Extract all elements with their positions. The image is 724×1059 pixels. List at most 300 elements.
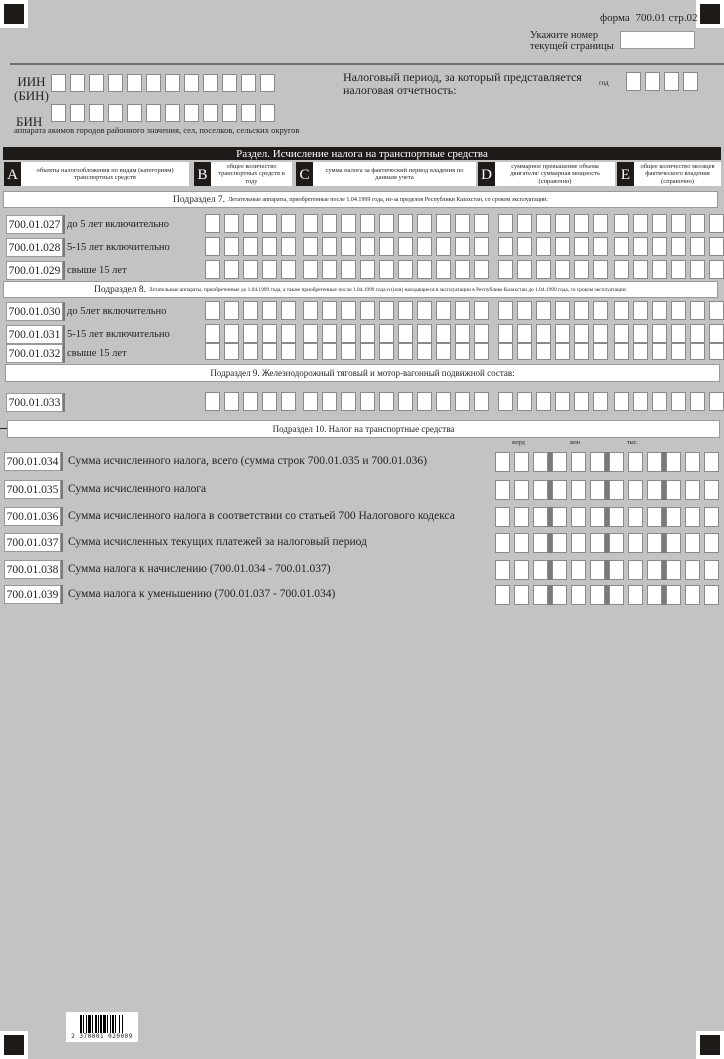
amount-digit-box[interactable]: [666, 560, 681, 580]
amount-digit-box[interactable]: [609, 585, 624, 605]
bin-digit-box[interactable]: [184, 104, 199, 122]
amount-digit-box[interactable]: [590, 452, 605, 472]
value-digit-box[interactable]: [455, 324, 470, 343]
value-digit-box[interactable]: [709, 343, 724, 360]
amount-digit-box[interactable]: [533, 585, 548, 605]
value-digit-box[interactable]: [474, 237, 489, 256]
value-digit-box[interactable]: [303, 324, 318, 343]
value-digit-box[interactable]: [455, 260, 470, 279]
value-digit-box[interactable]: [303, 237, 318, 256]
amount-digit-box[interactable]: [590, 585, 605, 605]
value-digit-box[interactable]: [360, 301, 375, 320]
value-digit-box[interactable]: [593, 324, 608, 343]
value-digit-box[interactable]: [593, 237, 608, 256]
value-digit-box[interactable]: [341, 260, 356, 279]
value-digit-box[interactable]: [436, 237, 451, 256]
amount-digit-box[interactable]: [552, 560, 567, 580]
amount-digit-box[interactable]: [704, 560, 719, 580]
value-digit-box[interactable]: [341, 343, 356, 360]
value-digit-box[interactable]: [709, 260, 724, 279]
amount-digit-box[interactable]: [552, 480, 567, 500]
value-digit-box[interactable]: [455, 392, 470, 411]
value-digit-box[interactable]: [205, 237, 220, 256]
amount-digit-box[interactable]: [647, 452, 662, 472]
value-digit-box[interactable]: [593, 343, 608, 360]
amount-digit-box[interactable]: [495, 480, 510, 500]
value-digit-box[interactable]: [322, 392, 337, 411]
value-digit-box[interactable]: [436, 392, 451, 411]
value-digit-box[interactable]: [398, 301, 413, 320]
value-digit-box[interactable]: [281, 392, 296, 411]
value-digit-box[interactable]: [517, 260, 532, 279]
value-digit-box[interactable]: [536, 260, 551, 279]
value-digit-box[interactable]: [709, 214, 724, 233]
value-digit-box[interactable]: [671, 260, 686, 279]
value-digit-box[interactable]: [474, 343, 489, 360]
value-digit-box[interactable]: [517, 343, 532, 360]
value-digit-box[interactable]: [379, 260, 394, 279]
value-digit-box[interactable]: [379, 324, 394, 343]
value-digit-box[interactable]: [709, 301, 724, 320]
amount-digit-box[interactable]: [666, 507, 681, 527]
digit-group-separator: [605, 533, 609, 553]
value-digit-box[interactable]: [341, 392, 356, 411]
value-digit-box[interactable]: [536, 214, 551, 233]
value-digit-box[interactable]: [709, 392, 724, 411]
value-digit-box[interactable]: [652, 392, 667, 411]
value-digit-box[interactable]: [322, 324, 337, 343]
value-digit-box[interactable]: [398, 260, 413, 279]
bin-digit-box[interactable]: [260, 104, 275, 122]
year-digit-box[interactable]: [664, 72, 679, 91]
value-digit-box[interactable]: [281, 301, 296, 320]
amount-digit-box[interactable]: [666, 452, 681, 472]
value-digit-box[interactable]: [398, 324, 413, 343]
bin-digit-box[interactable]: [222, 104, 237, 122]
value-digit-box[interactable]: [574, 260, 589, 279]
value-digit-box[interactable]: [671, 214, 686, 233]
value-digit-box[interactable]: [243, 260, 258, 279]
value-digit-box[interactable]: [398, 214, 413, 233]
value-digit-box[interactable]: [262, 324, 277, 343]
value-digit-box[interactable]: [455, 214, 470, 233]
value-digit-box[interactable]: [243, 214, 258, 233]
value-digit-box[interactable]: [379, 301, 394, 320]
value-digit-box[interactable]: [262, 343, 277, 360]
value-digit-box[interactable]: [379, 392, 394, 411]
iin-digit-box[interactable]: [146, 74, 161, 92]
value-digit-box[interactable]: [614, 214, 629, 233]
value-digit-box[interactable]: [205, 260, 220, 279]
amount-digit-box[interactable]: [590, 533, 605, 553]
page-prompt: Укажите номер текущей страницы: [530, 30, 614, 53]
value-digit-box[interactable]: [455, 301, 470, 320]
value-digit-box[interactable]: [498, 237, 513, 256]
value-digit-box[interactable]: [360, 324, 375, 343]
value-digit-box[interactable]: [281, 237, 296, 256]
value-digit-box[interactable]: [243, 324, 258, 343]
amount-digit-box[interactable]: [552, 533, 567, 553]
amount-digit-box[interactable]: [609, 533, 624, 553]
value-digit-box[interactable]: [671, 324, 686, 343]
amount-digit-box[interactable]: [628, 452, 643, 472]
value-digit-box[interactable]: [517, 392, 532, 411]
amount-digit-box[interactable]: [685, 507, 700, 527]
amount-digit-box[interactable]: [571, 533, 586, 553]
value-digit-box[interactable]: [303, 214, 318, 233]
amount-digit-box[interactable]: [533, 480, 548, 500]
value-digit-box[interactable]: [498, 214, 513, 233]
digit-group-separator: [662, 507, 666, 527]
row-label: Сумма исчисленных текущих платежей за налоговый период: [68, 536, 367, 548]
value-digit-box[interactable]: [262, 392, 277, 411]
value-digit-box[interactable]: [398, 237, 413, 256]
value-digit-box[interactable]: [555, 260, 570, 279]
amount-digit-box[interactable]: [647, 507, 662, 527]
value-digit-box[interactable]: [633, 237, 648, 256]
value-digit-box[interactable]: [574, 324, 589, 343]
value-digit-box[interactable]: [205, 214, 220, 233]
value-digit-box[interactable]: [360, 260, 375, 279]
amount-digit-box[interactable]: [628, 560, 643, 580]
value-digit-box[interactable]: [243, 392, 258, 411]
value-digit-box[interactable]: [303, 260, 318, 279]
bin-digit-box[interactable]: [89, 104, 104, 122]
value-digit-box[interactable]: [652, 343, 667, 360]
value-digit-box[interactable]: [436, 343, 451, 360]
value-digit-box[interactable]: [436, 260, 451, 279]
value-digit-box[interactable]: [322, 237, 337, 256]
value-digit-box[interactable]: [417, 237, 432, 256]
value-digit-box[interactable]: [224, 237, 239, 256]
amount-digit-box[interactable]: [495, 452, 510, 472]
value-digit-box[interactable]: [474, 301, 489, 320]
value-digit-box[interactable]: [341, 214, 356, 233]
value-digit-box[interactable]: [633, 214, 648, 233]
amount-digit-box[interactable]: [685, 585, 700, 605]
value-digit-box[interactable]: [436, 301, 451, 320]
value-digit-box[interactable]: [281, 214, 296, 233]
value-digit-box[interactable]: [360, 237, 375, 256]
value-digit-box[interactable]: [614, 301, 629, 320]
bin-digit-box[interactable]: [146, 104, 161, 122]
value-digit-box[interactable]: [322, 214, 337, 233]
iin-digit-box[interactable]: [70, 74, 85, 92]
value-digit-box[interactable]: [224, 260, 239, 279]
amount-digit-box[interactable]: [514, 480, 529, 500]
iin-digit-box[interactable]: [108, 74, 123, 92]
amount-digit-box[interactable]: [533, 560, 548, 580]
value-digit-box[interactable]: [498, 324, 513, 343]
amount-digit-box[interactable]: [685, 452, 700, 472]
value-digit-box[interactable]: [224, 214, 239, 233]
value-digit-box[interactable]: [555, 237, 570, 256]
amount-digit-box[interactable]: [609, 480, 624, 500]
value-digit-box[interactable]: [281, 343, 296, 360]
value-digit-box[interactable]: [593, 392, 608, 411]
value-digit-box[interactable]: [574, 237, 589, 256]
amount-digit-box[interactable]: [514, 560, 529, 580]
value-digit-box[interactable]: [262, 214, 277, 233]
amount-digit-box[interactable]: [533, 507, 548, 527]
value-digit-box[interactable]: [555, 392, 570, 411]
value-digit-box[interactable]: [205, 392, 220, 411]
amount-digit-box[interactable]: [571, 507, 586, 527]
amount-digit-box[interactable]: [514, 533, 529, 553]
value-digit-box[interactable]: [517, 237, 532, 256]
value-digit-box[interactable]: [498, 343, 513, 360]
value-digit-box[interactable]: [652, 260, 667, 279]
value-digit-box[interactable]: [574, 343, 589, 360]
value-digit-box[interactable]: [341, 301, 356, 320]
value-digit-box[interactable]: [262, 260, 277, 279]
amount-digit-box[interactable]: [571, 452, 586, 472]
amount-digit-box[interactable]: [685, 560, 700, 580]
iin-digit-box[interactable]: [89, 74, 104, 92]
amount-digit-box[interactable]: [495, 585, 510, 605]
value-digit-box[interactable]: [398, 343, 413, 360]
value-digit-box[interactable]: [474, 214, 489, 233]
value-digit-box[interactable]: [303, 343, 318, 360]
amount-digit-box[interactable]: [571, 585, 586, 605]
year-digit-box[interactable]: [626, 72, 641, 91]
amount-digit-box[interactable]: [514, 585, 529, 605]
amount-digit-box[interactable]: [495, 533, 510, 553]
amount-digit-box[interactable]: [685, 480, 700, 500]
amount-digit-box[interactable]: [590, 480, 605, 500]
value-digit-box[interactable]: [614, 237, 629, 256]
value-digit-box[interactable]: [690, 392, 705, 411]
value-digit-box[interactable]: [205, 343, 220, 360]
iin-digit-box[interactable]: [260, 74, 275, 92]
value-digit-box[interactable]: [574, 392, 589, 411]
amount-digit-box[interactable]: [704, 507, 719, 527]
amount-digit-box[interactable]: [628, 480, 643, 500]
iin-digit-box[interactable]: [203, 74, 218, 92]
value-digit-box[interactable]: [574, 214, 589, 233]
value-digit-box[interactable]: [709, 324, 724, 343]
iin-digit-box[interactable]: [222, 74, 237, 92]
amount-digit-box[interactable]: [590, 560, 605, 580]
value-digit-box[interactable]: [652, 324, 667, 343]
value-digit-box[interactable]: [224, 343, 239, 360]
amount-digit-box[interactable]: [514, 452, 529, 472]
value-digit-box[interactable]: [498, 260, 513, 279]
value-digit-box[interactable]: [690, 324, 705, 343]
amount-digit-box[interactable]: [609, 452, 624, 472]
value-digit-box[interactable]: [379, 343, 394, 360]
value-digit-box[interactable]: [417, 301, 432, 320]
value-digit-box[interactable]: [536, 343, 551, 360]
amount-digit-box[interactable]: [685, 533, 700, 553]
value-digit-box[interactable]: [536, 392, 551, 411]
value-digit-box[interactable]: [536, 237, 551, 256]
value-digit-box[interactable]: [498, 301, 513, 320]
value-digit-box[interactable]: [690, 214, 705, 233]
value-digit-box[interactable]: [224, 392, 239, 411]
value-digit-box[interactable]: [243, 343, 258, 360]
amount-digit-box[interactable]: [495, 560, 510, 580]
value-digit-box[interactable]: [341, 237, 356, 256]
value-digit-box[interactable]: [417, 392, 432, 411]
bin-digit-box[interactable]: [241, 104, 256, 122]
value-digit-box[interactable]: [205, 301, 220, 320]
amount-digit-box[interactable]: [628, 533, 643, 553]
value-digit-box[interactable]: [455, 343, 470, 360]
value-digit-box[interactable]: [281, 260, 296, 279]
amount-digit-box[interactable]: [704, 585, 719, 605]
value-digit-box[interactable]: [379, 214, 394, 233]
amount-digit-box[interactable]: [533, 533, 548, 553]
value-digit-box[interactable]: [281, 324, 296, 343]
iin-digit-box[interactable]: [241, 74, 256, 92]
value-digit-box[interactable]: [262, 301, 277, 320]
value-digit-box[interactable]: [652, 301, 667, 320]
value-digit-box[interactable]: [360, 214, 375, 233]
bin-digit-box[interactable]: [203, 104, 218, 122]
value-digit-box[interactable]: [709, 237, 724, 256]
value-digit-box[interactable]: [614, 392, 629, 411]
amount-digit-box[interactable]: [571, 560, 586, 580]
amount-digit-box[interactable]: [552, 585, 567, 605]
bin-digit-box[interactable]: [165, 104, 180, 122]
value-digit-box[interactable]: [690, 343, 705, 360]
amount-digit-box[interactable]: [704, 480, 719, 500]
amount-digit-box[interactable]: [628, 585, 643, 605]
value-digit-box[interactable]: [417, 324, 432, 343]
value-digit-box[interactable]: [474, 260, 489, 279]
value-digit-box[interactable]: [303, 301, 318, 320]
bin-digit-box[interactable]: [70, 104, 85, 122]
value-digit-box[interactable]: [614, 343, 629, 360]
row-label: Сумма исчисленного налога в соответствии со статьей 700 Налогового кодекса: [68, 510, 455, 522]
iin-digit-box[interactable]: [127, 74, 142, 92]
row-code: 700.01.029: [6, 261, 63, 280]
row-code: 700.01.039: [4, 585, 61, 604]
row-label: до 5лет включительно: [67, 306, 167, 317]
subsection-9-header: Подраздел 9. Железнодорожный тяговый и мотор-вагонный подвижной состав:: [5, 364, 720, 382]
amount-digit-box[interactable]: [609, 560, 624, 580]
value-digit-box[interactable]: [205, 324, 220, 343]
value-digit-box[interactable]: [555, 343, 570, 360]
value-digit-box[interactable]: [224, 324, 239, 343]
amount-digit-box[interactable]: [552, 452, 567, 472]
value-digit-box[interactable]: [262, 237, 277, 256]
amount-digit-box[interactable]: [533, 452, 548, 472]
column-letter: C: [296, 162, 313, 186]
value-digit-box[interactable]: [417, 260, 432, 279]
value-digit-box[interactable]: [536, 301, 551, 320]
year-digit-box[interactable]: [645, 72, 660, 91]
value-digit-box[interactable]: [417, 343, 432, 360]
amount-digit-box[interactable]: [590, 507, 605, 527]
value-digit-box[interactable]: [436, 214, 451, 233]
value-digit-box[interactable]: [690, 237, 705, 256]
value-digit-box[interactable]: [555, 214, 570, 233]
value-digit-box[interactable]: [633, 392, 648, 411]
value-digit-box[interactable]: [671, 237, 686, 256]
amount-digit-box[interactable]: [609, 507, 624, 527]
value-digit-box[interactable]: [322, 343, 337, 360]
value-digit-box[interactable]: [322, 301, 337, 320]
value-digit-box[interactable]: [555, 324, 570, 343]
iin-digit-box[interactable]: [51, 74, 66, 92]
value-digit-box[interactable]: [614, 260, 629, 279]
amount-digit-box[interactable]: [666, 533, 681, 553]
bin-digit-box[interactable]: [108, 104, 123, 122]
value-digit-box[interactable]: [593, 260, 608, 279]
amount-digit-box[interactable]: [495, 507, 510, 527]
amount-digit-box[interactable]: [571, 480, 586, 500]
amount-digit-box[interactable]: [704, 533, 719, 553]
amount-digit-box[interactable]: [666, 585, 681, 605]
iin-digit-box[interactable]: [184, 74, 199, 92]
value-digit-box[interactable]: [417, 214, 432, 233]
value-digit-box[interactable]: [555, 301, 570, 320]
amount-digit-box[interactable]: [514, 507, 529, 527]
amount-digit-box[interactable]: [647, 560, 662, 580]
year-digit-box[interactable]: [683, 72, 698, 91]
bin-digit-box[interactable]: [127, 104, 142, 122]
iin-digit-box[interactable]: [165, 74, 180, 92]
value-digit-box[interactable]: [652, 214, 667, 233]
value-digit-box[interactable]: [398, 392, 413, 411]
value-digit-box[interactable]: [360, 343, 375, 360]
amount-digit-box[interactable]: [552, 507, 567, 527]
value-digit-box[interactable]: [517, 324, 532, 343]
amount-digit-box[interactable]: [647, 533, 662, 553]
value-digit-box[interactable]: [633, 301, 648, 320]
value-digit-box[interactable]: [671, 343, 686, 360]
amount-digit-box[interactable]: [704, 452, 719, 472]
amount-digit-box[interactable]: [647, 585, 662, 605]
value-digit-box[interactable]: [536, 324, 551, 343]
value-digit-box[interactable]: [455, 237, 470, 256]
value-digit-box[interactable]: [379, 237, 394, 256]
value-digit-box[interactable]: [243, 301, 258, 320]
page-number-input[interactable]: [620, 31, 695, 49]
value-digit-box[interactable]: [633, 343, 648, 360]
value-digit-box[interactable]: [243, 237, 258, 256]
value-digit-box[interactable]: [593, 214, 608, 233]
value-digit-box[interactable]: [360, 392, 375, 411]
value-digit-box[interactable]: [574, 301, 589, 320]
value-digit-box[interactable]: [341, 324, 356, 343]
value-digit-box[interactable]: [224, 301, 239, 320]
value-digit-box[interactable]: [322, 260, 337, 279]
value-digit-box[interactable]: [498, 392, 513, 411]
value-digit-box[interactable]: [474, 324, 489, 343]
value-digit-box[interactable]: [517, 301, 532, 320]
value-digit-box[interactable]: [633, 260, 648, 279]
value-digit-box[interactable]: [671, 392, 686, 411]
value-digit-box[interactable]: [614, 324, 629, 343]
bin-digit-box[interactable]: [51, 104, 66, 122]
value-digit-box[interactable]: [517, 214, 532, 233]
value-digit-box[interactable]: [652, 237, 667, 256]
value-digit-box[interactable]: [690, 260, 705, 279]
value-digit-box[interactable]: [593, 301, 608, 320]
value-digit-box[interactable]: [671, 301, 686, 320]
value-digit-box[interactable]: [436, 324, 451, 343]
value-digit-box[interactable]: [474, 392, 489, 411]
value-digit-box[interactable]: [303, 392, 318, 411]
value-digit-box[interactable]: [690, 301, 705, 320]
amount-digit-box[interactable]: [647, 480, 662, 500]
amount-digit-box[interactable]: [628, 507, 643, 527]
value-digit-box[interactable]: [633, 324, 648, 343]
amount-digit-box[interactable]: [666, 480, 681, 500]
